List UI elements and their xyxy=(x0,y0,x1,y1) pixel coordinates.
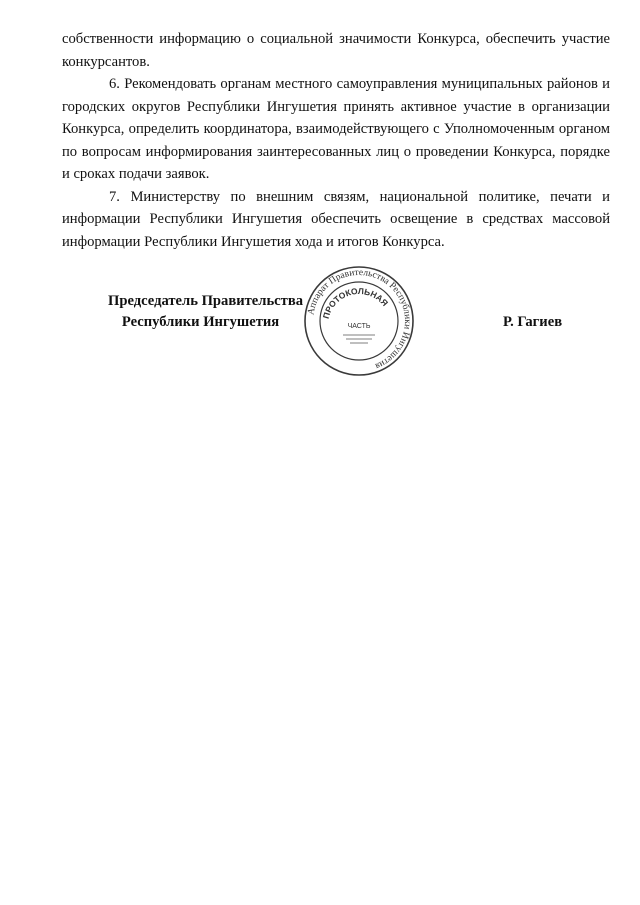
stamp-outer-text: Аппарат Правительства Республики Ингушетия xyxy=(306,267,413,371)
stamp-center-text: ЧАСТЬ xyxy=(347,323,371,330)
paragraph-continuation: собственности информацию о социальной значимости Конкурса, обеспечить участие конкурсантов. xyxy=(62,31,610,70)
signatory-name: Р. Гагиев xyxy=(503,314,563,330)
signatory-title xyxy=(108,291,303,333)
signatory-title-line2: Республики Ингушетия xyxy=(121,314,280,330)
official-stamp-seal xyxy=(303,265,415,377)
stamp-inner-text: ПРОТОКОЛЬНАЯ xyxy=(320,285,391,320)
signatory-title-line1: Председатель Правительства xyxy=(108,293,304,309)
document-body xyxy=(62,28,610,253)
paragraph-item-6: 6. Рекомендовать органам местного самоуправления муниципальных районов и городских округов Республики Ингушетия принять активное участие в организации Конкурса, определить координатора, взаимодействующего с Уполномоченным органом по вопросам информирования заинтересованных лиц о проведении Конкурса, порядке и сроках подачи заявок. xyxy=(62,76,610,182)
paragraph-item-7: 7. Министерству по внешним связям, национальной политике, печати и информации Республики Ингушетия обеспечить освещение в средствах массовой информации Республики Ингушетия хода и итогов Конкурса. xyxy=(62,188,610,250)
